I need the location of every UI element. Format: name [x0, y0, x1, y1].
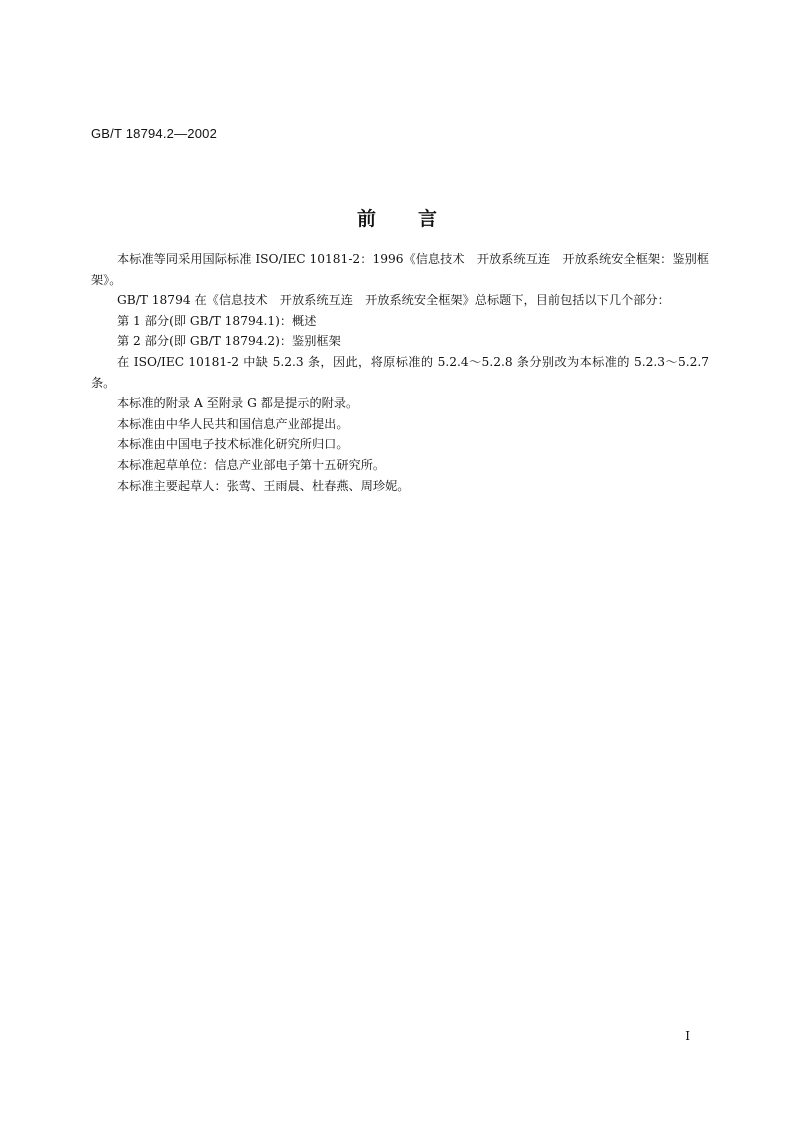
paragraph-drafters: 本标准主要起草人：张莺、王雨晨、杜春燕、周珍妮。	[117, 478, 410, 493]
page-title: 前言	[356, 208, 479, 230]
paragraph-part-1: 第 1 部分(即 GB/T 18794.1)：概述	[117, 313, 317, 328]
paragraph-proposer: 本标准由中华人民共和国信息产业部提出。	[117, 416, 349, 431]
foreword-body	[91, 249, 709, 496]
paragraph-clause-renumbering: 在 ISO/IEC 10181-2 中缺 5.2.3 条，因此，将原标准的 5.2.4～5.2.8 条分别改为本标准的 5.2.3～5.2.7 条。	[91, 354, 709, 390]
paragraph-drafting-unit: 本标准起草单位：信息产业部电子第十五研究所。	[117, 457, 386, 472]
paragraph-series: GB/T 18794 在《信息技术 开放系统互连 开放系统安全框架》总标题下，目前包括以下几个部分：	[117, 293, 670, 308]
paragraph-part-2: 第 2 部分(即 GB/T 18794.2)：鉴别框架	[117, 334, 341, 349]
paragraph-adoption: 本标准等同采用国际标准 ISO/IEC 10181-2：1996《信息技术 开放系统互连 开放系统安全框架：鉴别框架》。	[91, 252, 709, 287]
paragraph-annexes: 本标准的附录 A 至附录 G 都是提示的附录。	[117, 396, 359, 411]
paragraph-centralized-by: 本标准由中国电子技术标准化研究所归口。	[117, 437, 349, 452]
standard-code-header: GB/T 18794.2—2002	[91, 126, 218, 141]
page-number: I	[685, 1029, 690, 1043]
